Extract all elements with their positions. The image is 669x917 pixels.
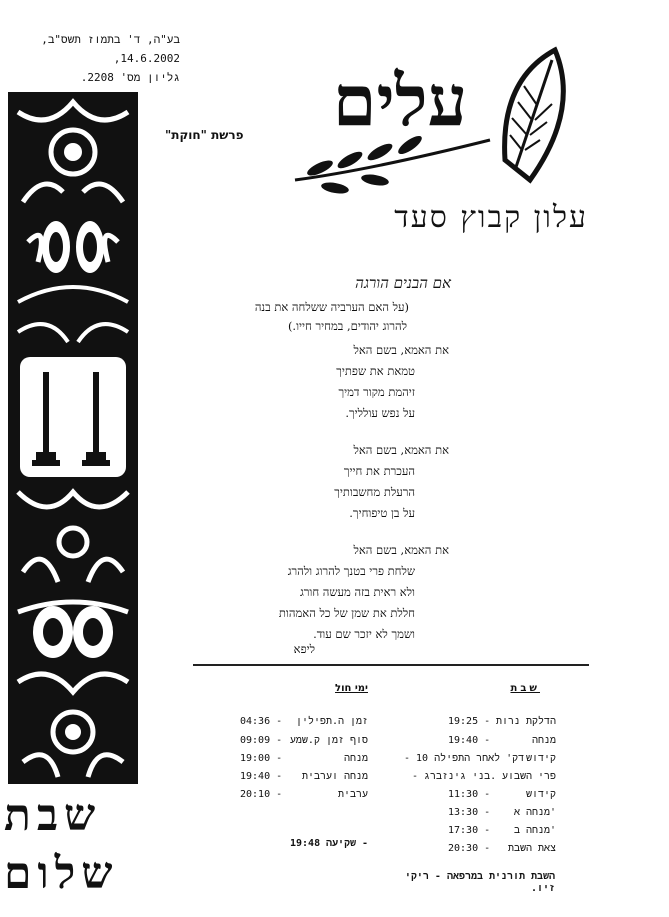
poem-stanza [334, 440, 449, 524]
stanza-line: הרעלת מחשבותיך [334, 485, 415, 499]
stanza-head: את האמא, בשם האל [353, 443, 449, 457]
schedule-row [448, 825, 556, 843]
row-label: קידוש [525, 789, 556, 800]
stanza-line: טמאת את שפתיך [336, 364, 415, 378]
schedule-row [448, 843, 556, 861]
stanza-line: העכרת את חייך [343, 464, 415, 478]
row-time: 04:36 - [240, 716, 283, 727]
shabbat-greeting-line1: שבת [4, 790, 102, 841]
hebrew-date: בע"ה, ד' בתמוז תשס"ב, [41, 33, 180, 46]
weekday-title: ימי חול [335, 683, 368, 694]
schedule-row [448, 789, 556, 807]
issue-number: גליון מס' 2208. [80, 71, 180, 84]
row-time: 19:00 - [240, 753, 283, 764]
logo [290, 40, 669, 210]
row-label: פרי השבוע [501, 771, 556, 782]
row-label: זמן ה.תפילין [295, 716, 368, 727]
stanza-head: את האמא, בשם האל [353, 343, 449, 357]
row-label: סוף זמן ק.שמע [289, 735, 368, 746]
date-block [30, 30, 180, 87]
schedule-row [240, 716, 368, 734]
row-label: צאת השבת [507, 843, 556, 854]
row-time: - 10 דק' לאחר התפילה [404, 753, 525, 764]
logo-text: עלים [332, 59, 468, 142]
stanza-line: שלחת פרי בטנך להרוג ולהרג [287, 564, 415, 578]
stanza-line: על בן טיפוחיך. [349, 506, 415, 520]
row-time: 17:30 - [448, 825, 491, 836]
section-divider [193, 664, 589, 666]
stanza-line: על נפש עולליך. [345, 406, 415, 420]
newsletter-subtitle: עלון קבוץ סעד [394, 200, 588, 235]
row-time: 19:25 - [448, 716, 491, 727]
schedule-row [412, 771, 556, 789]
poem-stanza [336, 340, 449, 424]
shabbat-title: שבת [510, 683, 540, 694]
row-time: 20:10 - [240, 789, 283, 800]
stanza-line: ולא ראית בזה מעשה חורג [299, 585, 415, 599]
clinic-duty-note: השבת תורנית במרפאה - ריקי זיו. [404, 871, 555, 894]
row-time: 13:30 - [448, 807, 491, 818]
schedule-row [448, 716, 556, 734]
shabbat-greeting-line2: שלום [4, 848, 119, 899]
parasha-name: פרשת "חוקת" [165, 128, 244, 142]
row-label: ערבית [337, 789, 368, 800]
leaf-logo [290, 40, 669, 210]
row-time: 11:30 - [448, 789, 491, 800]
sunset-label: שקיעה - [325, 838, 368, 849]
row-time: 19:40 - [448, 735, 491, 746]
row-label: מנחה א' [513, 807, 556, 818]
poem-subtitle-line1: (על האם הערביה ששלחה את בנה [254, 300, 409, 314]
gregorian-date: 14.6.2002, [113, 52, 180, 65]
decorative-strip [8, 92, 138, 784]
schedule-row [448, 807, 556, 825]
ornament-pattern [8, 92, 138, 784]
row-label: מנחה [531, 735, 556, 746]
stanza-line: חללת את שמן של כל האמהות [278, 606, 415, 620]
poem-signature: ליפא [293, 642, 315, 656]
row-time: 20:30 - [448, 843, 491, 854]
stanza-head: את האמא, בשם האל [353, 543, 449, 557]
row-label: הדלקת נרות [495, 716, 556, 727]
row-time: - בני גינזברג. [412, 771, 497, 782]
row-label: מנחה [343, 753, 368, 764]
poem-title: אם הבנים הורגה [355, 274, 451, 292]
stanza-line: ושמך לא יזכר שם עוד. [313, 627, 415, 641]
poem-subtitle-line2: להרוג יהודים, במחיר חייו.) [287, 319, 407, 333]
schedule-row [240, 771, 368, 789]
stanza-line: זיהמת מקור דמיך [338, 385, 415, 399]
schedule-row [240, 735, 368, 753]
schedule-row [404, 753, 556, 771]
schedule-row [240, 753, 368, 771]
sunset-value: 19:48 [290, 838, 321, 849]
schedule-row [448, 735, 556, 753]
row-label: מנחה וערבית [301, 771, 368, 782]
row-time: 09:09 - [240, 735, 283, 746]
schedule-row [240, 789, 368, 807]
row-label: קידוש [525, 753, 556, 764]
poem-stanza [278, 540, 449, 645]
row-label: מנחה ב' [513, 825, 556, 836]
row-time: 19:40 - [240, 771, 283, 782]
